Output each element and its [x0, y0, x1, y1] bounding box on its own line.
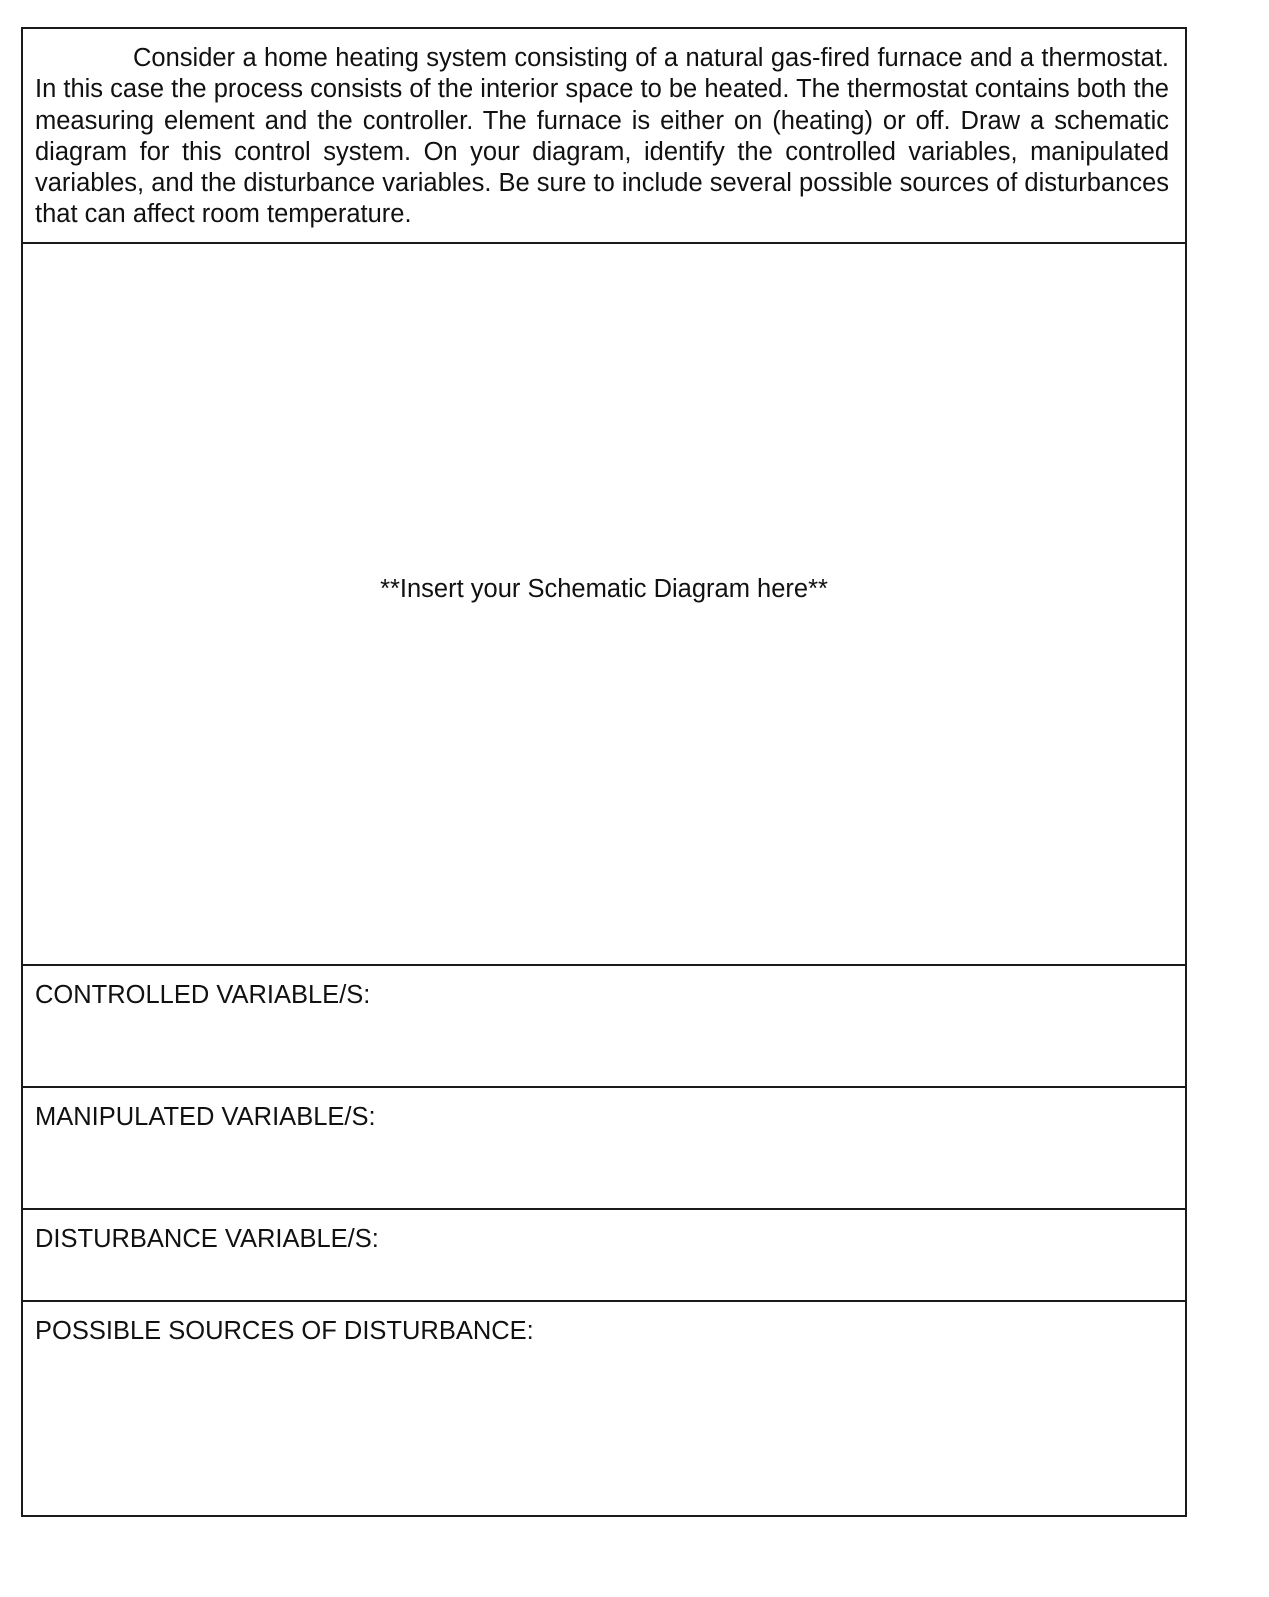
disturbance-sources-cell[interactable] [23, 1302, 1185, 1515]
diagram-placeholder-text: **Insert your Schematic Diagram here** [380, 575, 828, 603]
manipulated-variables-label: MANIPULATED VARIABLE/S: [35, 1103, 376, 1131]
controlled-variables-label: CONTROLLED VARIABLE/S: [35, 981, 371, 1009]
manipulated-variables-cell[interactable] [23, 1088, 1185, 1210]
disturbance-variables-label: DISTURBANCE VARIABLE/S: [35, 1225, 379, 1253]
controlled-variables-cell[interactable] [23, 966, 1185, 1088]
schematic-diagram-area[interactable] [23, 244, 1185, 966]
disturbance-variables-cell[interactable] [23, 1210, 1185, 1302]
disturbance-sources-answer[interactable] [35, 1346, 1173, 1376]
worksheet-table [21, 27, 1187, 1517]
question-prompt-cell [23, 29, 1185, 244]
question-prompt-text: Consider a home heating system consisting of a natural gas-fired furnace and a thermostat. In this case the process consists of the interior space to be heated. The thermostat contains both the measuring element and the controller. The furnace is either on (heating) or off. Draw a schematic diagram for this control system. On your diagram, identify the controlled variables, manipulated variables, and the disturbance variables. Be sure to include several possible sources of disturbances that can affect room temperature. [35, 44, 1169, 229]
disturbance-variables-answer[interactable] [35, 1254, 1173, 1284]
manipulated-variables-answer[interactable] [35, 1132, 1173, 1162]
controlled-variables-answer[interactable] [35, 1010, 1173, 1040]
disturbance-sources-label: POSSIBLE SOURCES OF DISTURBANCE: [35, 1317, 534, 1345]
